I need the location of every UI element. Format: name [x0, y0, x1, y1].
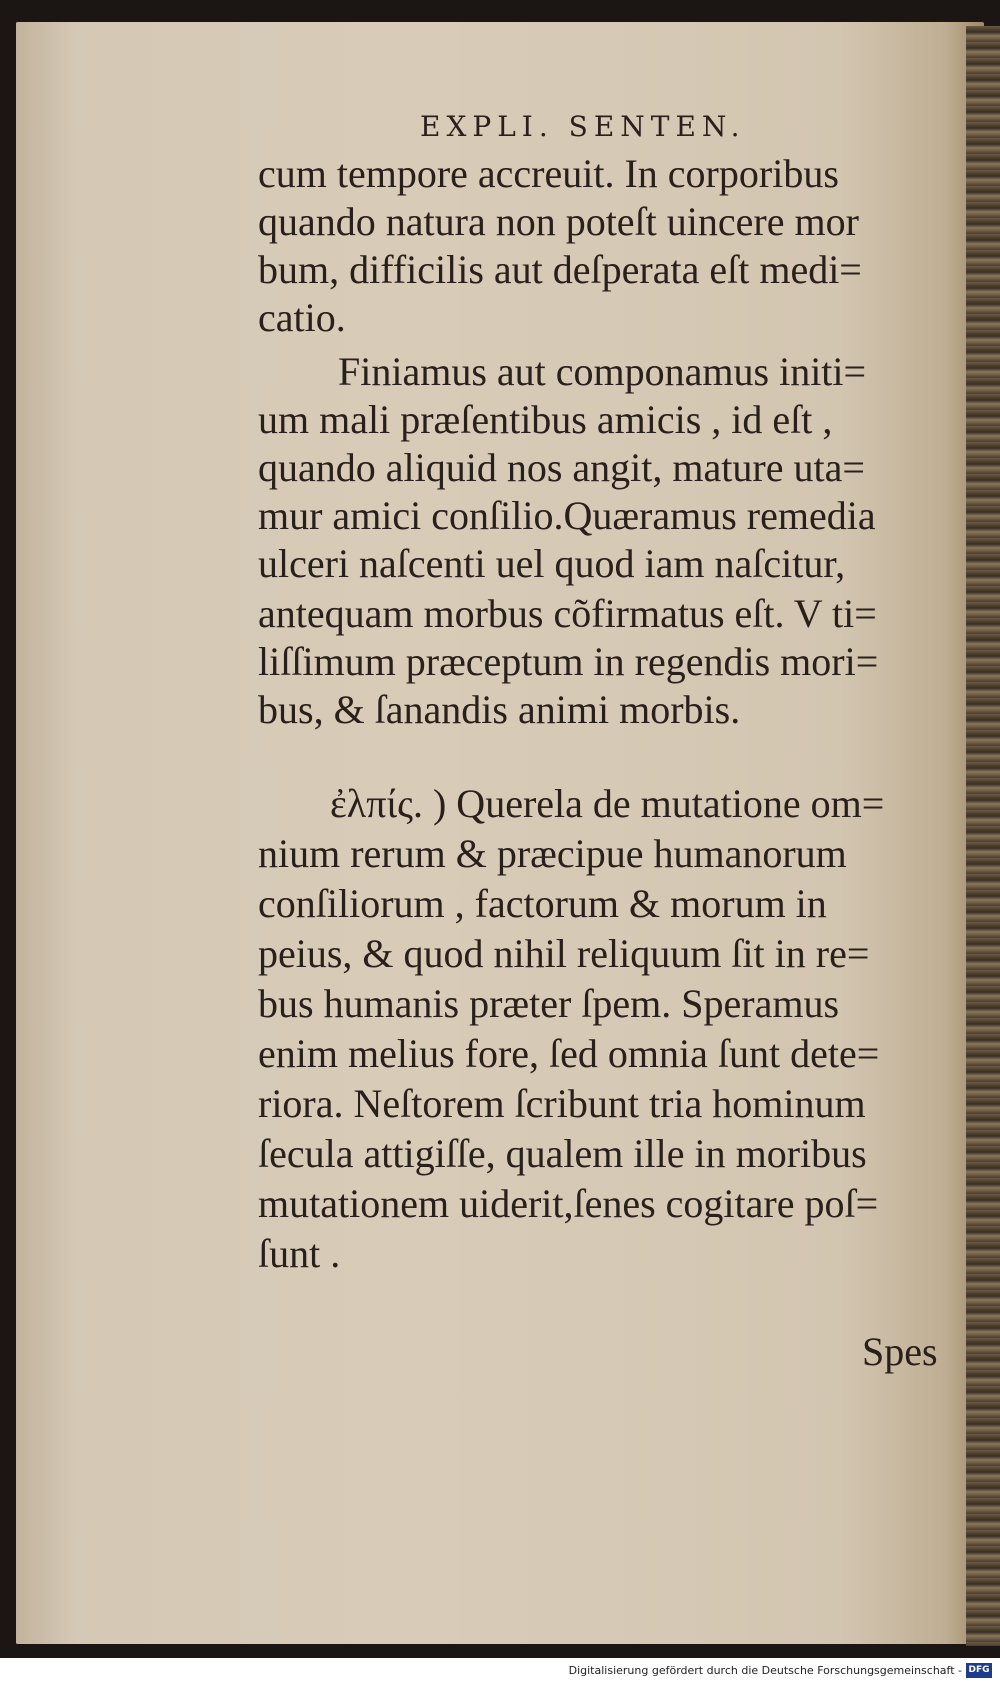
text-line: ἐλπίς. ) Querela de mutatione om= — [330, 781, 885, 826]
text-line: bus humanis præter ſpem. Speramus — [258, 981, 840, 1026]
text-line: cum tempore accreuit. In corporibus — [258, 151, 839, 196]
text-line: enim melius fore, ſed omnia ſunt dete= — [258, 1031, 880, 1076]
text-line: ſecula attigiſſe, qualem ille in moribus — [258, 1131, 867, 1176]
text-line: quando aliquid nos angit, mature uta= — [258, 445, 865, 490]
catchword: Spes — [862, 1329, 938, 1374]
text-line: bus, & ſanandis animi morbis. — [258, 687, 741, 732]
text-line: catio. — [258, 295, 346, 340]
text-line: liſſimum præceptum in regendis mori= — [258, 639, 879, 684]
text-line: Finiamus aut componamus initi= — [338, 349, 867, 394]
text-line: riora. Neſtorem ſcribunt tria hominum — [258, 1081, 866, 1126]
text-line: bum, difficilis aut deſperata eſt medi= — [258, 247, 862, 292]
page-gutter-shadow — [16, 22, 76, 1644]
footer — [0, 1660, 1000, 1685]
text-line: ſunt . — [258, 1231, 341, 1276]
text-line: peius, & quod nihil reliquum ſit in re= — [258, 931, 870, 976]
text-line: antequam morbus cõfirmatus eſt. V ti= — [258, 591, 877, 636]
running-head: EXPLI. SENTEN. — [420, 110, 746, 143]
page-fore-edge — [966, 26, 1000, 1646]
dfg-logo: DFG — [966, 1663, 992, 1678]
text-line: um mali præſentibus amicis , id eſt , — [258, 397, 833, 442]
text-line: mur amici conſilio.Quæramus remedia — [258, 493, 876, 538]
text-line: ulceri naſcenti uel quod iam naſcitur, — [258, 541, 846, 586]
text-line: nium rerum & præcipue humanorum — [258, 831, 847, 876]
text-line: mutationem uiderit,ſenes cogitare poſ= — [258, 1181, 879, 1226]
text-line: conſiliorum , factorum & morum in — [258, 881, 827, 926]
funding-notice: Digitalisierung gefördert durch die Deutsche Forschungsgemeinschaft - — [568, 1664, 962, 1677]
text-line: quando natura non poteſt uincere mor — [258, 199, 859, 244]
